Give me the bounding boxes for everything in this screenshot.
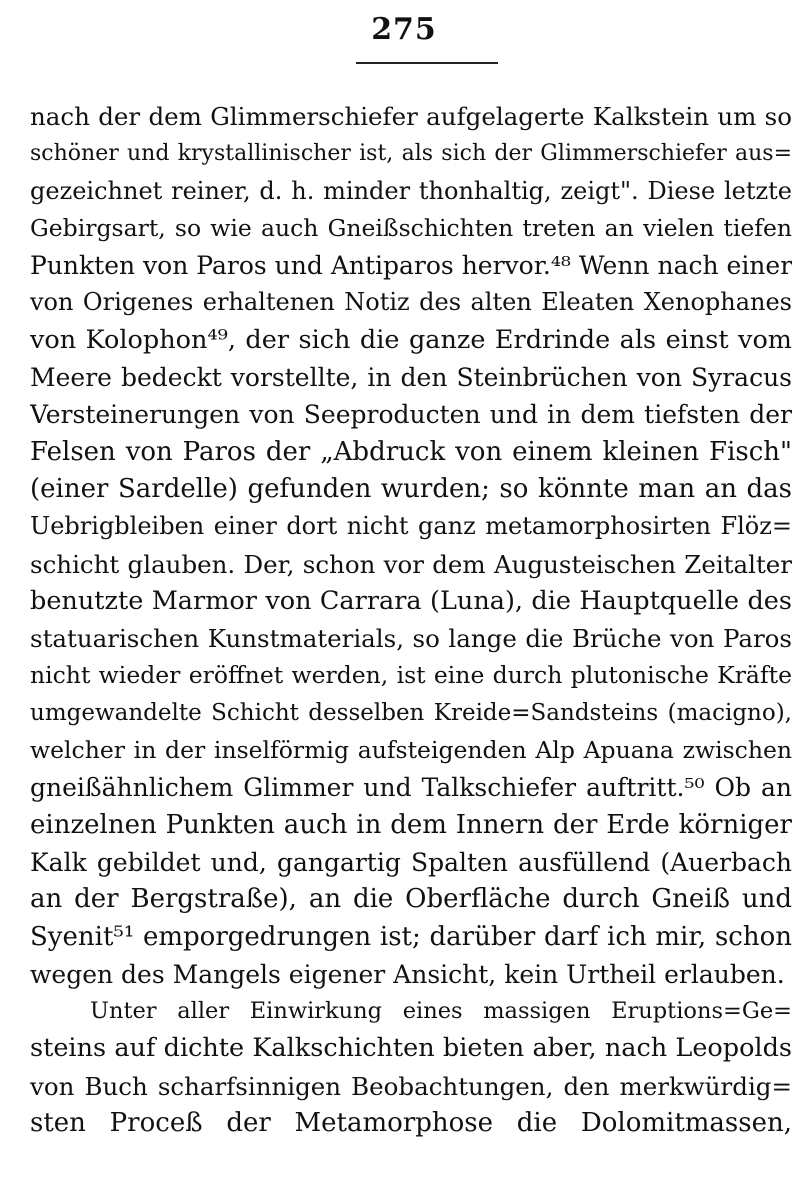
text-line: statuarischen Kunstmaterials, so lange die Brüche von Paros <box>30 624 792 654</box>
text-line: Gebirgsart, so wie auch Gneißschichten treten an vielen tiefen <box>30 213 792 242</box>
text-line: nicht wieder eröffnet werden, ist eine durch plutonische Kräfte <box>30 661 792 690</box>
text-line: von Buch scharfsinnigen Beobachtungen, den merkwürdig= <box>30 1071 792 1101</box>
text-line: benutzte Marmor von Carrara (Luna), die Hauptquelle des <box>30 585 792 616</box>
text-line: schöner und krystallinischer ist, als sich der Glimmerschiefer aus= <box>30 141 792 167</box>
text-line: Felsen von Paros der „Abdruck von einem kleinen Fisch" <box>30 436 792 467</box>
text-line: nach der dem Glimmerschiefer aufgelagerte Kalkstein um so <box>30 102 792 131</box>
text-line: Punkten von Paros und Antiparos hervor.⁴⁸ Wenn nach einer <box>30 251 792 281</box>
text-line: wegen des Mangels eigener Ansicht, kein Urtheil erlauben. <box>30 959 785 989</box>
text-line: an der Bergstraße), an die Oberfläche durch Gneiß und <box>30 884 792 915</box>
text-line: Kalk gebildet und, gangartig Spalten ausfüllend (Auerbach <box>30 847 792 877</box>
text-line: schicht glauben. Der, schon vor dem Augusteischen Zeitalter <box>30 549 792 579</box>
text-line: Syenit⁵¹ emporgedrungen ist; darüber darf ich mir, schon <box>30 921 792 952</box>
text-line: gneißähnlichem Glimmer und Talkschiefer auftritt.⁵⁰ Ob an <box>30 773 792 803</box>
text-line: welcher in der inselförmig aufsteigenden Alp Apuana zwischen <box>30 736 792 765</box>
header-rule <box>356 62 498 64</box>
text-line: Uebrigbleiben einer dort nicht ganz metamorphosirten Flöz= <box>30 512 792 541</box>
text-line: Versteinerungen von Seeproducten und in dem tiefsten der <box>30 400 792 430</box>
body-text <box>30 98 792 1142</box>
text-line: von Origenes erhaltenen Notiz des alten Eleaten Xenophanes <box>30 288 792 317</box>
text-line: sten Proceß der Metamorphose die Dolomitmassen, <box>30 1108 792 1139</box>
text-line: umgewandelte Schicht desselben Kreide=Sandsteins (macigno), <box>30 699 792 726</box>
text-line: gezeichnet reiner, d. h. minder thonhaltig, zeigt". Diese letzte <box>30 176 792 205</box>
text-line: einzelnen Punkten auch in dem Innern der Erde körniger <box>30 809 792 840</box>
page-number: 275 <box>371 12 437 47</box>
text-line: steins auf dichte Kalkschichten bieten aber, nach Leopolds <box>30 1033 792 1064</box>
text-line: von Kolophon⁴⁹, der sich die ganze Erdrinde als einst vom <box>30 324 792 355</box>
text-line: Unter aller Einwirkung eines massigen Eruptions=Ge= <box>90 998 792 1025</box>
text-line: Meere bedeckt vorstellte, in den Steinbrüchen von Syracus <box>30 363 792 393</box>
text-line: (einer Sardelle) gefunden wurden; so könnte man an das <box>30 473 792 504</box>
